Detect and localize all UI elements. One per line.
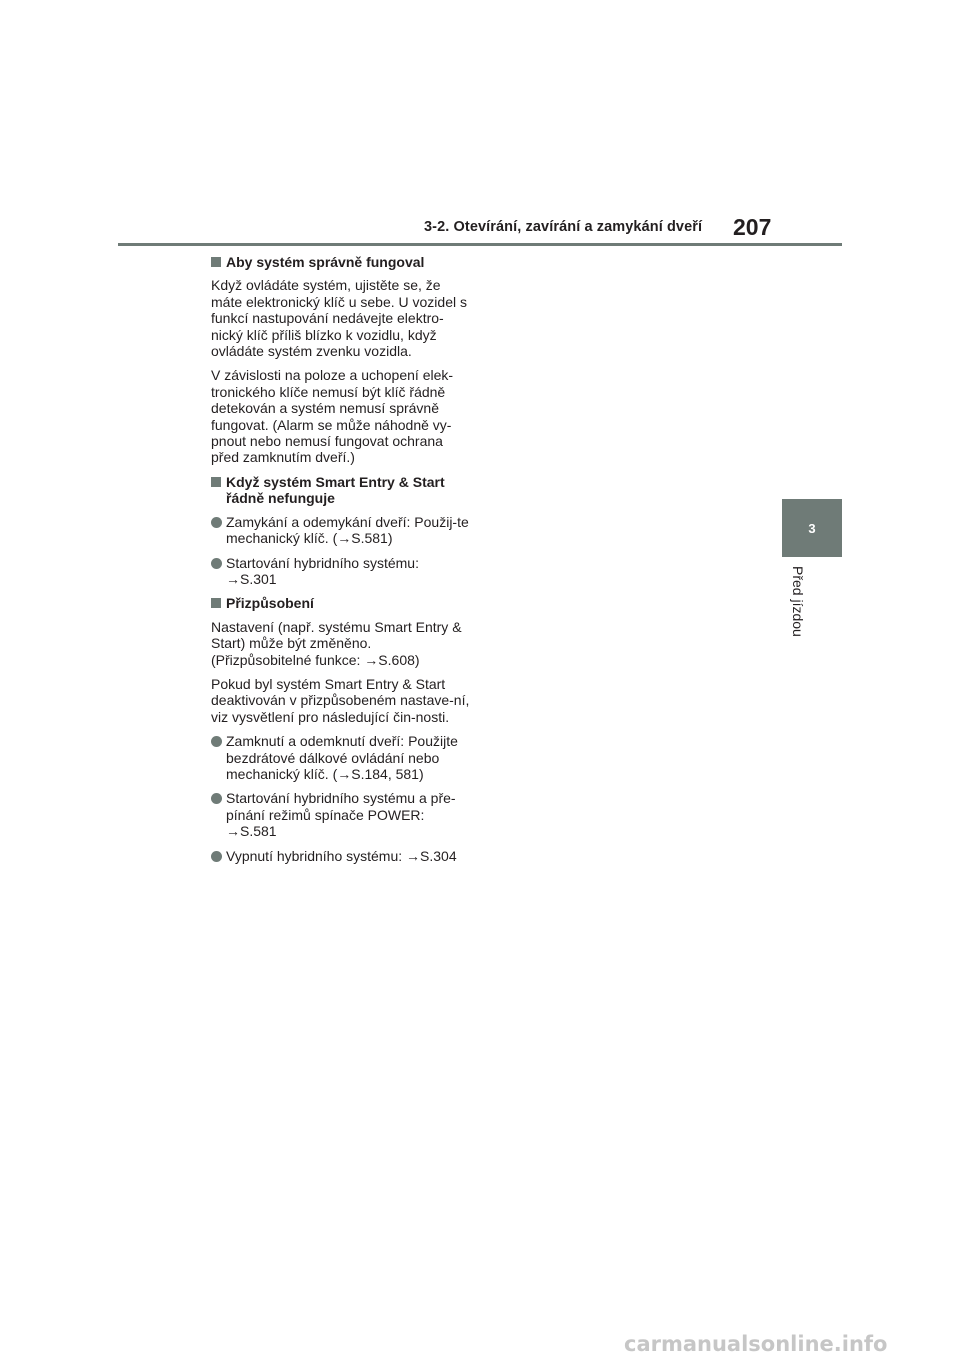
- square-bullet-icon: [211, 257, 221, 267]
- heading-text: Když systém Smart Entry & Start řádně nefunguje: [226, 473, 445, 507]
- list-item-text: Startování hybridního systému a pře-pínání režimů spínače POWER: →S.581: [226, 790, 456, 840]
- paragraph: V závislosti na poloze a uchopení elek-tronického klíče nemusí být klíč řádně detekován a systém nemusí správně fungovat. (Alarm se může náhodně vy-pnout nebo nemusí fungovat ochrana před zamknutím dveří.): [211, 367, 454, 466]
- header-divider: [118, 243, 842, 246]
- square-bullet-icon: [211, 477, 221, 487]
- heading-proper-operation: [211, 254, 473, 270]
- list-item-text: Zamknutí a odemknutí dveří: Použijte bezdrátové dálkové ovládání nebo mechanický klíč. (→S.184, 581): [226, 733, 458, 782]
- circle-bullet-icon: [211, 793, 222, 804]
- paragraph: Pokud byl systém Smart Entry & Start deaktivován v přizpůsobeném nastave-ní, viz vysvětlení pro následující čin-nosti.: [211, 675, 470, 725]
- heading-customization: [211, 595, 473, 611]
- list-item: [211, 848, 473, 864]
- list-item: [211, 790, 473, 839]
- main-content: [211, 254, 473, 872]
- paragraph: Když ovládáte systém, ujistěte se, že máte elektronický klíč u sebe. U vozidel s funkcí nastupování nedávejte elektro-nický klíč příliš blízko k vozidlu, když ovládáte systém zvenku vozidla.: [211, 277, 467, 360]
- circle-bullet-icon: [211, 558, 222, 569]
- paragraph: Nastavení (např. systému Smart Entry & Start) může být změněno. (Přizpůsobitelné funkce: →S.608): [211, 618, 462, 668]
- heading-text: Aby systém správně fungoval: [226, 254, 425, 270]
- circle-bullet-icon: [211, 736, 222, 747]
- list-item-text: Zamykání a odemykání dveří: Použij-te mechanický klíč. (→S.581): [226, 513, 469, 547]
- list-item: [211, 514, 473, 547]
- chapter-tab: [782, 499, 842, 557]
- heading-text: Přizpůsobení: [226, 595, 314, 612]
- page-number: 207: [733, 214, 772, 240]
- list-item: [211, 555, 473, 588]
- chapter-number: 3: [808, 520, 816, 536]
- circle-bullet-icon: [211, 517, 222, 528]
- list-item-text: Vypnutí hybridního systému: →S.304: [226, 847, 457, 864]
- circle-bullet-icon: [211, 851, 222, 862]
- heading-malfunction: [211, 474, 473, 507]
- header-section-title: 3-2. Otevírání, zavírání a zamykání dveří: [424, 219, 703, 235]
- footer-watermark: carmanualsonline.info: [624, 1332, 888, 1356]
- list-item: [211, 733, 473, 782]
- list-item-text: Startování hybridního systému: →S.301: [226, 554, 419, 587]
- square-bullet-icon: [211, 598, 221, 608]
- chapter-title: Před jízdou: [790, 566, 806, 637]
